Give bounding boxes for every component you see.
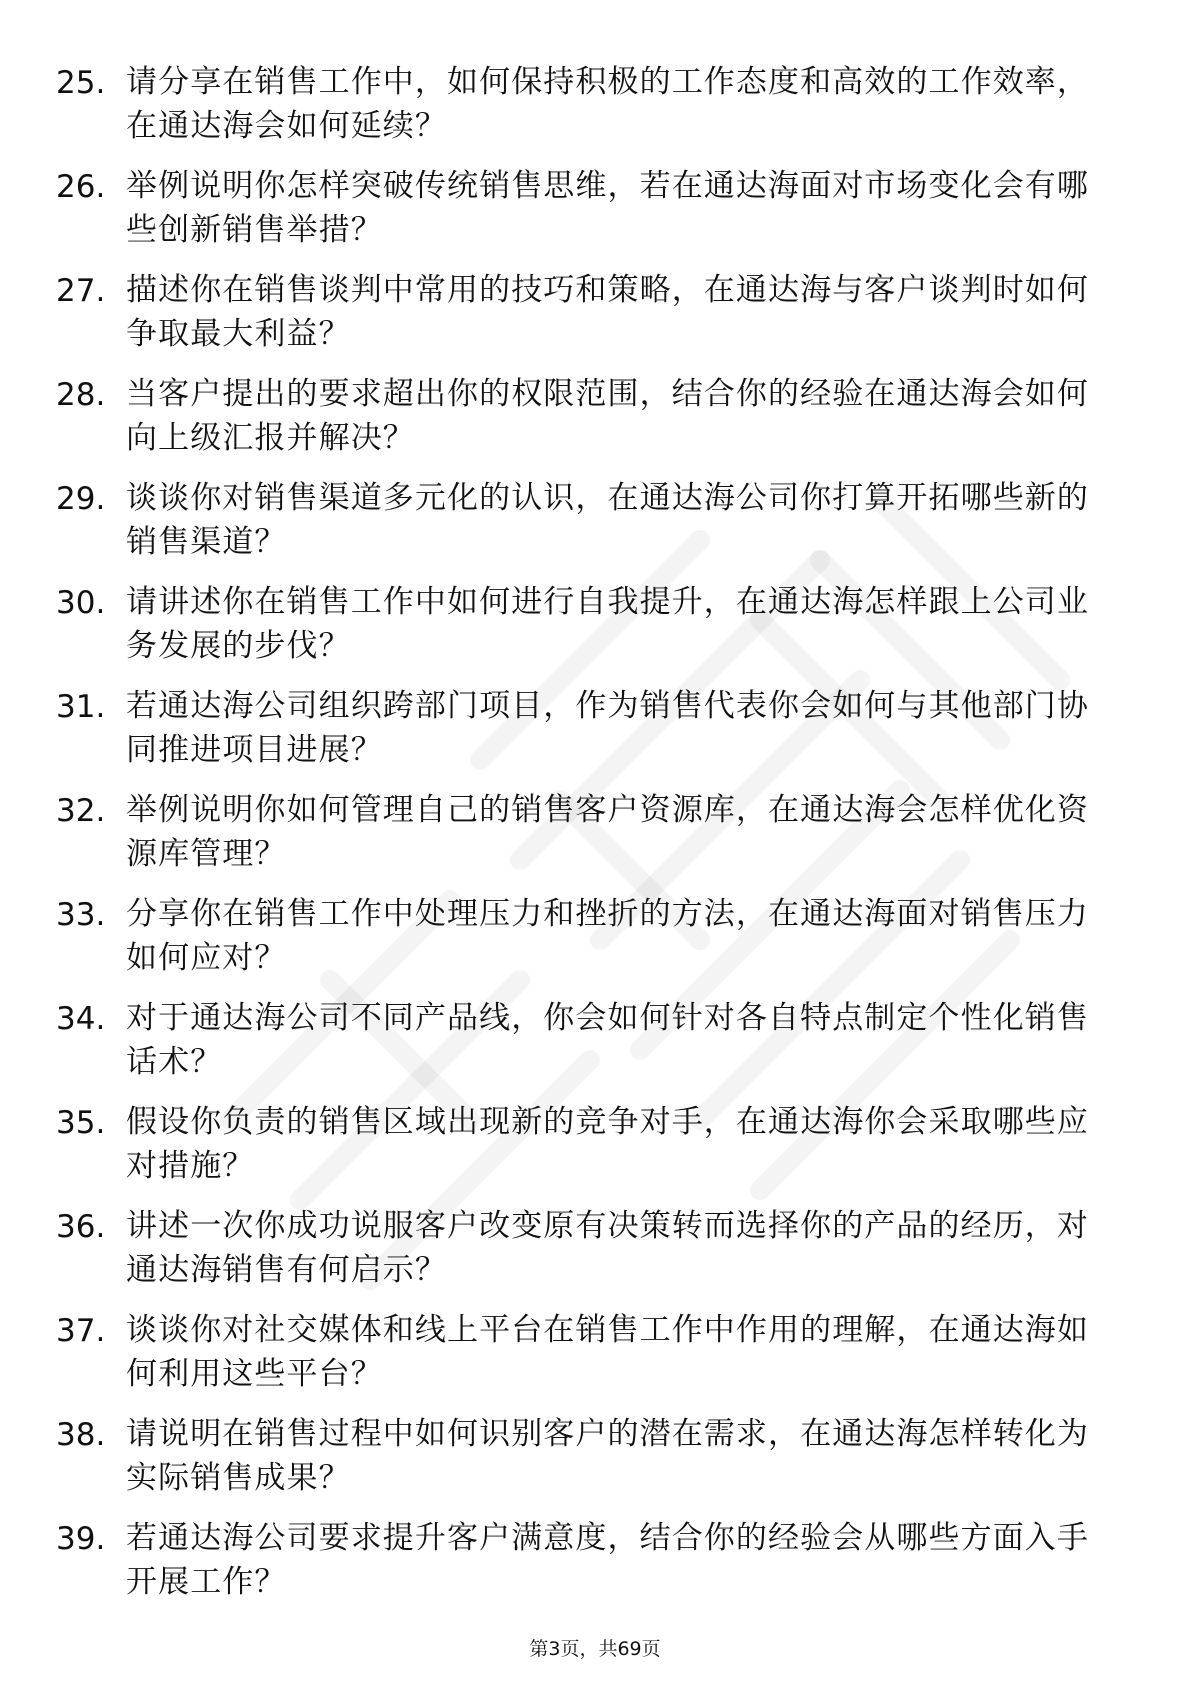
question-item <box>0 156 1190 260</box>
question-text: 若通达海公司组织跨部门项目，作为销售代表你会如何与其他部门协同推进项目进展？ <box>126 688 1089 768</box>
question-number: 34. <box>56 1001 106 1037</box>
page-number-label: 第3页，共69页 <box>529 1638 661 1660</box>
question-text: 描述你在销售谈判中常用的技巧和策略，在通达海与客户谈判时如何争取最大利益？ <box>126 272 1089 352</box>
question-text: 分享你在销售工作中处理压力和挫折的方法，在通达海面对销售压力如何应对？ <box>126 896 1089 976</box>
question-text: 请说明在销售过程中如何识别客户的潜在需求，在通达海怎样转化为实际销售成果？ <box>126 1416 1089 1496</box>
question-number: 33. <box>56 897 106 933</box>
question-item <box>0 468 1190 572</box>
question-text: 假设你负责的销售区域出现新的竞争对手，在通达海你会采取哪些应对措施？ <box>126 1104 1089 1184</box>
question-text: 若通达海公司要求提升客户满意度，结合你的经验会从哪些方面入手开展工作？ <box>126 1520 1089 1600</box>
question-item <box>0 52 1190 156</box>
question-item <box>0 1404 1190 1508</box>
question-item <box>0 260 1190 364</box>
question-number: 26. <box>56 169 106 205</box>
question-number: 39. <box>56 1521 106 1557</box>
question-item <box>0 1196 1190 1300</box>
question-number: 32. <box>56 793 106 829</box>
question-number: 27. <box>56 273 106 309</box>
question-number: 28. <box>56 377 106 413</box>
question-text: 当客户提出的要求超出你的权限范围，结合你的经验在通达海会如何向上级汇报并解决？ <box>126 376 1089 456</box>
question-item <box>0 1300 1190 1404</box>
question-text: 对于通达海公司不同产品线，你会如何针对各自特点制定个性化销售话术？ <box>126 1000 1089 1080</box>
question-text: 请讲述你在销售工作中如何进行自我提升，在通达海怎样跟上公司业务发展的步伐？ <box>126 584 1089 664</box>
question-item <box>0 1092 1190 1196</box>
question-number: 36. <box>56 1209 106 1245</box>
question-item <box>0 780 1190 884</box>
question-number: 38. <box>56 1417 106 1453</box>
question-text: 举例说明你如何管理自己的销售客户资源库，在通达海会怎样优化资源库管理？ <box>126 792 1089 872</box>
question-number: 37. <box>56 1313 106 1349</box>
question-text: 举例说明你怎样突破传统销售思维，若在通达海面对市场变化会有哪些创新销售举措？ <box>126 168 1089 248</box>
question-number: 35. <box>56 1105 106 1141</box>
question-item <box>0 572 1190 676</box>
question-list <box>0 52 1190 1612</box>
question-item <box>0 364 1190 468</box>
question-number: 25. <box>56 65 106 101</box>
question-item <box>0 988 1190 1092</box>
question-text: 谈谈你对社交媒体和线上平台在销售工作中作用的理解，在通达海如何利用这些平台？ <box>126 1312 1089 1392</box>
question-item <box>0 676 1190 780</box>
question-item <box>0 884 1190 988</box>
question-number: 29. <box>56 481 106 517</box>
page-footer <box>0 1637 1190 1661</box>
question-number: 30. <box>56 585 106 621</box>
question-item <box>0 1508 1190 1612</box>
question-number: 31. <box>56 689 106 725</box>
question-text: 讲述一次你成功说服客户改变原有决策转而选择你的产品的经历，对通达海销售有何启示？ <box>126 1208 1089 1288</box>
question-text: 请分享在销售工作中，如何保持积极的工作态度和高效的工作效率，在通达海会如何延续？ <box>126 64 1089 144</box>
question-text: 谈谈你对销售渠道多元化的认识，在通达海公司你打算开拓哪些新的销售渠道？ <box>126 480 1089 560</box>
